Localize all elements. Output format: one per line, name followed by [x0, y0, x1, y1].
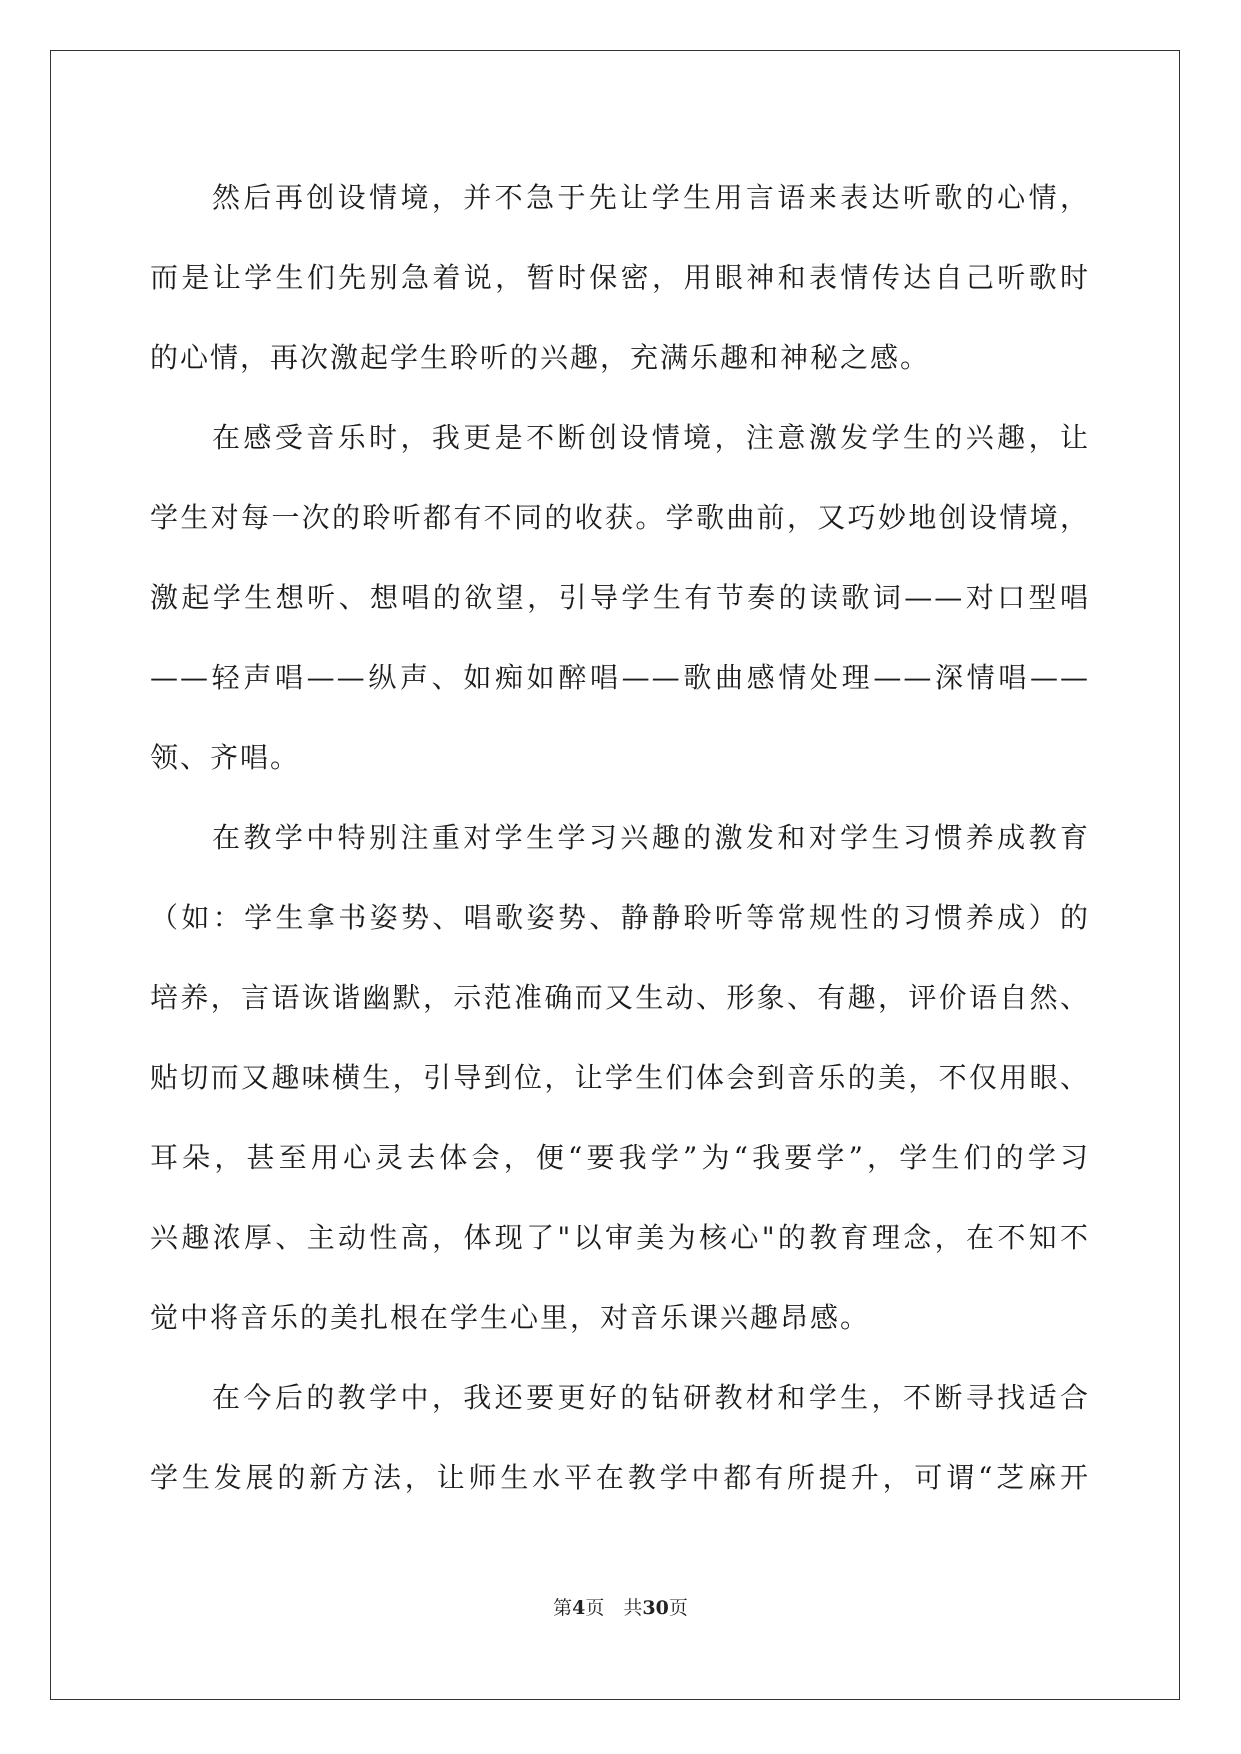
footer-suffix: 页 [668, 1597, 688, 1619]
footer-prefix: 第 [553, 1597, 573, 1619]
text-line: 觉中将音乐的美扎根在学生心里，对音乐课兴趣昂感。 [150, 1301, 871, 1334]
total-page-count: 30 [642, 1597, 669, 1619]
text-line: （如：学生拿书姿势、唱歌姿势、静静聆听等常规性的习惯养成）的 [150, 901, 1090, 934]
paragraph-3 [150, 798, 1090, 1358]
text-line: 学生对每一次的聆听都有不同的收获。学歌曲前，又巧妙地创设情境， [150, 501, 1090, 534]
paragraph-2 [150, 398, 1090, 798]
text-line: 培养，言语诙谐幽默，示范准确而又生动、形象、有趣，评价语自然、 [150, 981, 1090, 1014]
text-line: 而是让学生们先别急着说，暂时保密，用眼神和表情传达自己听歌时 [150, 261, 1090, 294]
document-body [150, 158, 1090, 1518]
paragraph-4 [150, 1358, 1090, 1518]
paragraph-1 [150, 158, 1090, 398]
text-line: 在教学中特别注重对学生学习兴趣的激发和对学生习惯养成教育 [212, 821, 1090, 854]
text-line: 学生发展的新方法，让师生水平在教学中都有所提升，可谓“芝麻开 [150, 1461, 1090, 1494]
text-line: 的心情，再次激起学生聆听的兴趣，充满乐趣和神秘之感。 [150, 341, 931, 374]
text-line: ——轻声唱——纵声、如痴如醉唱——歌曲感情处理——深情唱—— [150, 661, 1090, 694]
text-line: 领、齐唱。 [150, 741, 301, 774]
page-footer [0, 1593, 1241, 1620]
current-page-number: 4 [572, 1597, 586, 1619]
text-line: 耳朵，甚至用心灵去体会，便“要我学”为“我要学”，学生们的学习 [150, 1141, 1090, 1174]
text-line: 激起学生想听、想唱的欲望，引导学生有节奏的读歌词——对口型唱 [150, 581, 1090, 614]
text-line: 在今后的教学中，我还要更好的钻研教材和学生，不断寻找适合 [212, 1381, 1090, 1414]
text-line: 贴切而又趣味横生，引导到位，让学生们体会到音乐的美，不仅用眼、 [150, 1061, 1090, 1094]
text-line: 兴趣浓厚、主动性高，体现了"以审美为核心"的教育理念，在不知不 [150, 1221, 1090, 1254]
text-line: 在感受音乐时，我更是不断创设情境，注意激发学生的兴趣，让 [212, 421, 1090, 454]
footer-middle: 页 共 [585, 1597, 643, 1619]
text-line: 然后再创设情境，并不急于先让学生用言语来表达听歌的心情， [212, 181, 1090, 214]
